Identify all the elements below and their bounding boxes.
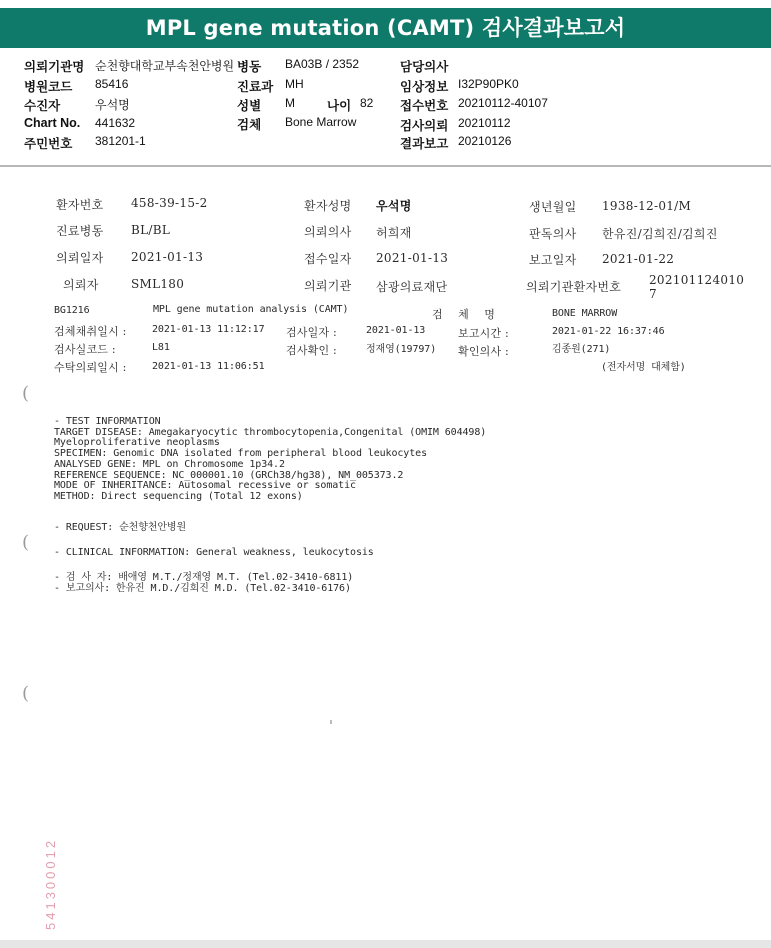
value-result-report: 20210126 [458,134,512,148]
label-specimen-name: 검 체 명 [432,308,501,321]
label-recv-date: 접수일자 [304,252,352,266]
value-lab-code: L81 [152,342,170,353]
value-inst-patno-line2: 7 [649,287,657,301]
label-ward: 병동 [237,60,262,74]
value-ward: BA03B / 2352 [285,57,360,71]
value-inst-patno-line1: 202101124010 [649,273,745,287]
label-resident-no: 주민번호 [24,137,73,151]
value-collect: 2021-01-13 11:12:17 [152,324,265,335]
info-line: Myeloproliferative neoplasms [54,437,220,449]
label-requester: 의뢰자 [63,278,99,292]
info-line: METHOD: Direct sequencing (Total 12 exons) [54,490,303,502]
request-line: - REQUEST: 순천향천안병원 [54,522,187,533]
staff-line: - 검 사 자: 배애영 M.T./정재영 M.T. (Tel.02-3410-6811) [54,572,354,583]
value-req-inst: 삼광의료재단 [376,280,448,294]
label-lab-code: 검사실코드 : [54,343,116,356]
label-confirm-doctor: 확인의사 : [458,345,509,358]
label-req-date: 의뢰일자 [56,251,104,265]
value-birth: 1938-12-01/M [602,199,692,213]
scan-binding-mark: ( [22,383,30,404]
label-requesting-institution: 의뢰기관명 [24,60,85,74]
label-ward-scan: 진료병동 [56,224,104,238]
test-code: BG1216 [54,305,90,316]
label-req-inst: 의뢰기관 [304,279,352,293]
document-stamp-number: 541300012 [43,837,58,930]
label-attending-doctor: 담당의사 [400,60,449,74]
value-patient-name: 우석명 [376,199,412,213]
staff-line: - 보고의사: 한유진 M.D./김희진 M.D. (Tel.02-3410-6176) [54,583,351,594]
value-patient-no: 458-39-15-2 [131,196,208,210]
value-confirm-doctor: 김종원(271) [552,344,611,355]
value-chart-no: 441632 [95,116,136,130]
value-requester: SML180 [131,277,185,291]
value-reading-doctor: 한유진/김희진/김희진 [602,227,718,241]
value-sex: M [285,96,295,110]
value-order-time: 2021-01-13 11:06:51 [152,361,265,372]
value-resident-no: 381201-1 [95,134,146,148]
value-recv-date: 2021-01-13 [376,251,449,265]
value-hospital-code: 85416 [95,77,129,91]
test-name: MPL gene mutation analysis (CAMT) [153,304,349,315]
value-requesting-institution: 순천향대학교부속천안병원 [95,59,235,73]
label-hospital-code: 병원코드 [24,80,73,94]
label-specimen: 검체 [237,118,262,132]
value-specimen: Bone Marrow [285,115,357,129]
label-chart-no: Chart No. [24,116,81,130]
value-receipt-no: 20210112-40107 [458,96,548,110]
value-req-date: 2021-01-13 [131,250,204,264]
label-patient-no: 환자번호 [56,198,104,212]
scan-binding-mark: ( [22,532,30,553]
value-ward-scan: BL/BL [131,223,171,237]
info-line: - TEST INFORMATION [54,416,161,427]
bottom-scrollbar-track[interactable] [0,940,771,948]
value-age: 82 [360,96,374,110]
label-age: 나이 [327,99,352,113]
info-line: ANALYSED GENE: MPL on Chromosome 1p34.2 [54,458,285,470]
header-divider [0,165,771,167]
label-report-date: 보고일자 [529,253,577,267]
value-report-time: 2021-01-22 16:37:46 [552,326,665,337]
label-birth: 생년월일 [529,200,577,214]
value-clinical-info: I32P90PK0 [458,77,519,91]
label-reading-doctor: 판독의사 [529,227,577,241]
info-line: SPECIMEN: Genomic DNA isolated from peripheral blood leukocytes [54,448,427,460]
label-report-time: 보고시간 : [458,327,509,340]
label-clinical-info: 임상정보 [400,80,449,94]
clinical-information-line: - CLINICAL INFORMATION: General weakness, leukocytosis [54,547,374,558]
info-line: TARGET DISEASE: Amegakaryocytic thrombocytopenia,Congenital (OMIM 604498) [54,426,487,438]
scan-binding-mark: ( [22,683,30,704]
label-request-date: 검사의뢰 [400,119,449,133]
label-test-date: 검사일자 : [286,326,337,339]
report-title: MPL gene mutation (CAMT) 검사결과보고서 [0,8,771,48]
scan-speck [330,720,332,724]
info-line: REFERENCE SEQUENCE: NC_000001.10 (GRCh38/hg38), NM_005373.2 [54,469,404,481]
label-collect: 검체채취일시 : [54,325,127,338]
info-line: MODE OF INHERITANCE: Autosomal recessive or somatic [54,480,356,492]
value-confirm: 정재영(19797) [366,344,437,355]
label-confirm: 검사확인 : [286,344,337,357]
value-department: MH [285,77,304,91]
value-test-date: 2021-01-13 [366,325,426,336]
label-req-doctor: 의뢰의사 [304,225,352,239]
value-patient: 우석명 [95,98,130,112]
label-receipt-no: 접수번호 [400,99,449,113]
value-specimen-name: BONE MARROW [552,308,618,319]
label-department: 진료과 [237,80,274,94]
value-req-doctor: 허희재 [376,226,412,240]
label-patient-name: 환자성명 [304,199,352,213]
label-order-time: 수탁의뢰일시 : [54,361,127,374]
test-information-block [54,417,486,503]
label-result-report: 결과보고 [400,137,449,151]
e-signature-note: (전자서명 대체함) [601,362,686,373]
label-sex: 성별 [237,99,262,113]
label-inst-patno: 의뢰기관환자번호 [526,280,622,294]
value-request-date: 20210112 [458,116,511,130]
value-report-date: 2021-01-22 [602,252,675,266]
label-patient: 수진자 [24,99,61,113]
scanned-report [6,170,771,940]
